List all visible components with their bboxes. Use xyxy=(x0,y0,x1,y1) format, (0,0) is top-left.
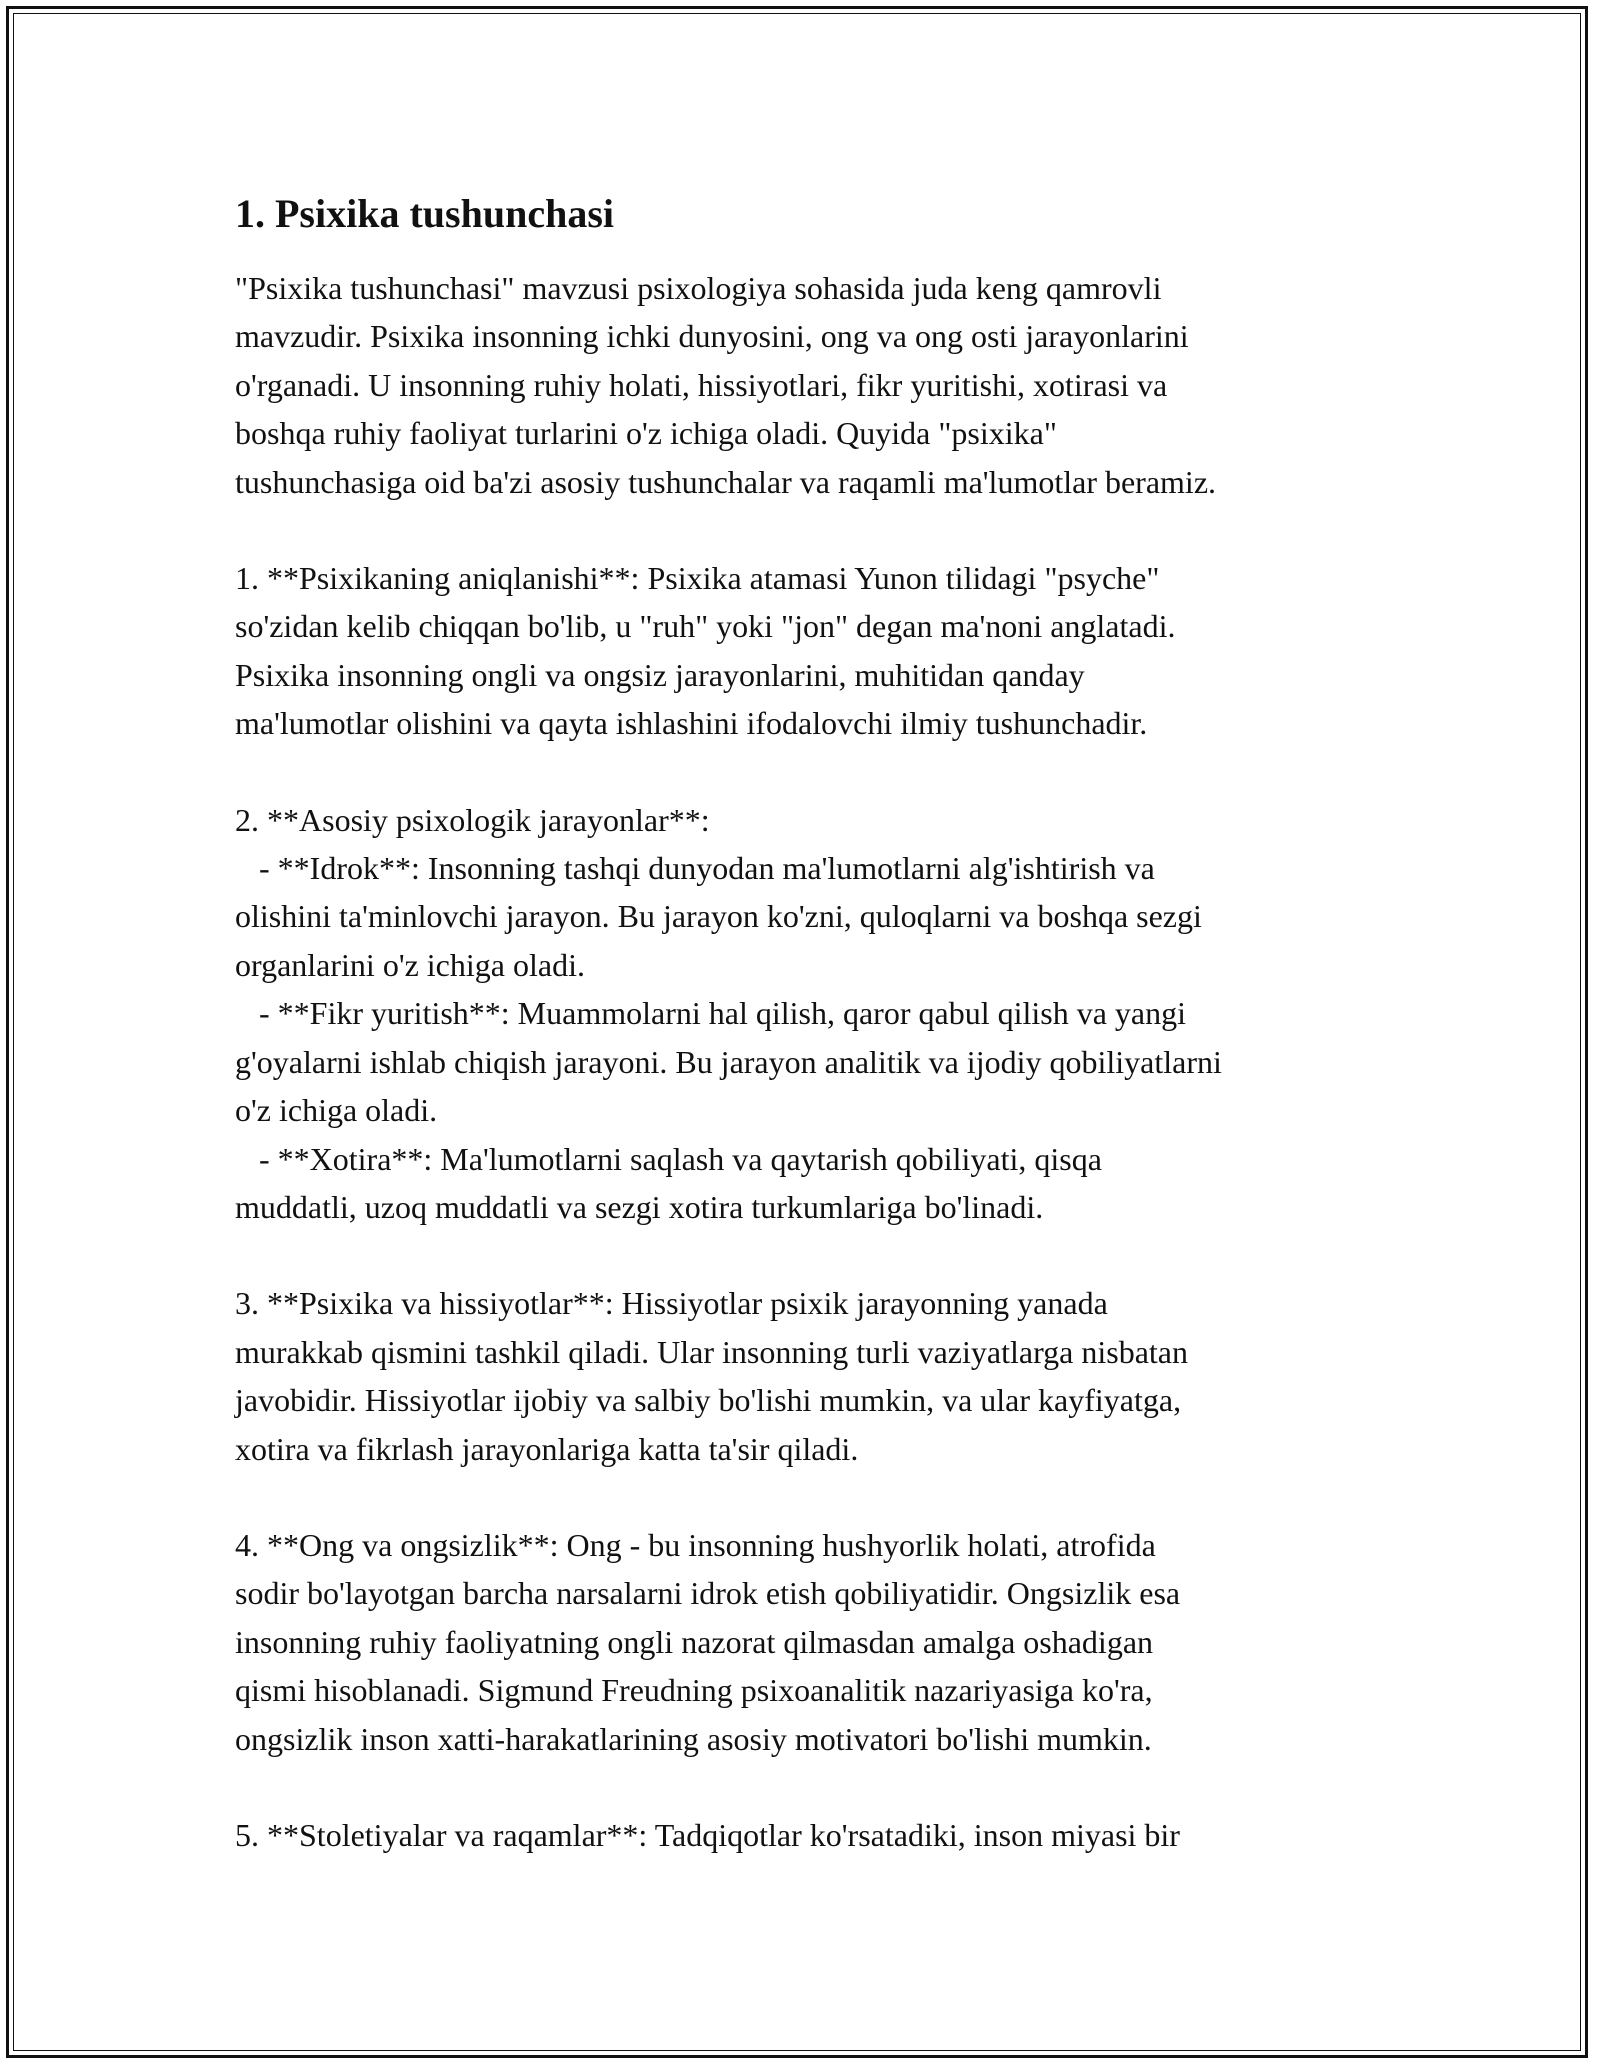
text-line: - **Fikr yuritish**: Muammolarni hal qilish, qaror qabul qilish va yangi xyxy=(235,995,1186,1032)
text-line: qismi hisoblanadi. Sigmund Freudning psixoanalitik nazariyasiga ko'ra, xyxy=(235,1672,1153,1709)
text-line: o'rganadi. U insonning ruhiy holati, hissiyotlari, fikr yuritishi, xotirasi va xyxy=(235,366,1168,403)
text-line: murakkab qismini tashkil qiladi. Ular insonning turli vaziyatlarga nisbatan xyxy=(235,1333,1188,1370)
text-line: 2. **Asosiy psixologik jarayonlar**: xyxy=(235,801,710,838)
text-line: - **Idrok**: Insonning tashqi dunyodan ma'lumotlarni alg'ishtirish va xyxy=(235,850,1155,887)
text-line: so'zidan kelib chiqqan bo'lib, u "ruh" yoki "jon" degan ma'noni anglatadi. xyxy=(235,608,1176,645)
text-line: Psixika insonning ongli va ongsiz jarayonlarini, muhitidan qanday xyxy=(235,656,1085,693)
text-line: organlarini o'z ichiga oladi. xyxy=(235,946,585,983)
text-line: 5. **Stoletiyalar va raqamlar**: Tadqiqotlar ko'rsatadiki, inson miyasi bir xyxy=(235,1816,1180,1853)
text-line: xotira va fikrlash jarayonlariga katta ta'sir qiladi. xyxy=(235,1430,859,1467)
processes-paragraph xyxy=(235,796,1385,1232)
text-line: ongsizlik inson xatti-harakatlarining asosiy motivatori bo'lishi mumkin. xyxy=(235,1720,1152,1757)
section-title: 1. Psixika tushunchasi xyxy=(235,191,615,236)
text-line: 1. **Psixikaning aniqlanishi**: Psixika atamasi Yunon tilidagi "psyche" xyxy=(235,560,1160,597)
definition-paragraph xyxy=(235,554,1385,748)
text-line: tushunchasiga oid ba'zi asosiy tushunchalar va raqamli ma'lumotlar beramiz. xyxy=(235,463,1217,500)
text-line: insonning ruhiy faoliyatning ongli nazorat qilmasdan amalga oshadigan xyxy=(235,1623,1154,1660)
text-line: mavzudir. Psixika insonning ichki dunyosini, ong va ong osti jarayonlarini xyxy=(235,318,1189,355)
text-line: g'oyalarni ishlab chiqish jarayoni. Bu jarayon analitik va ijodiy qobiliyatlarni xyxy=(235,1043,1222,1080)
text-line: "Psixika tushunchasi" mavzusi psixologiya sohasida juda keng qamrovli xyxy=(235,270,1162,306)
text-line: 3. **Psixika va hissiyotlar**: Hissiyotlar psixik jarayonning yanada xyxy=(235,1285,1108,1322)
intro-paragraph xyxy=(235,264,1385,506)
text-line: javobidir. Hissiyotlar ijobiy va salbiy bo'lishi mumkin, va ular kayfiyatga, xyxy=(235,1382,1182,1419)
text-line: - **Xotira**: Ma'lumotlarni saqlash va qaytarish qobiliyati, qisqa xyxy=(235,1140,1102,1177)
text-line: ma'lumotlar olishini va qayta ishlashini ifodalovchi ilmiy tushunchadir. xyxy=(235,705,1148,742)
consciousness-paragraph xyxy=(235,1521,1385,1763)
text-line: sodir bo'layotgan barcha narsalarni idrok etish qobiliyatidir. Ongsizlik esa xyxy=(235,1575,1181,1612)
emotions-paragraph xyxy=(235,1279,1385,1473)
text-line: 4. **Ong va ongsizlik**: Ong - bu insonning hushyorlik holati, atrofida xyxy=(235,1526,1156,1563)
document-body xyxy=(235,186,1385,1907)
numbers-paragraph xyxy=(235,1811,1385,1859)
text-line: olishini ta'minlovchi jarayon. Bu jarayon ko'zni, quloqlarni va boshqa sezgi xyxy=(235,898,1202,935)
text-line: muddatli, uzoq muddatli va sezgi xotira turkumlariga bo'linadi. xyxy=(235,1188,1044,1225)
text-line: boshqa ruhiy faoliyat turlarini o'z ichiga oladi. Quyida "psixika" xyxy=(235,415,1057,452)
text-line: o'z ichiga oladi. xyxy=(235,1092,438,1129)
